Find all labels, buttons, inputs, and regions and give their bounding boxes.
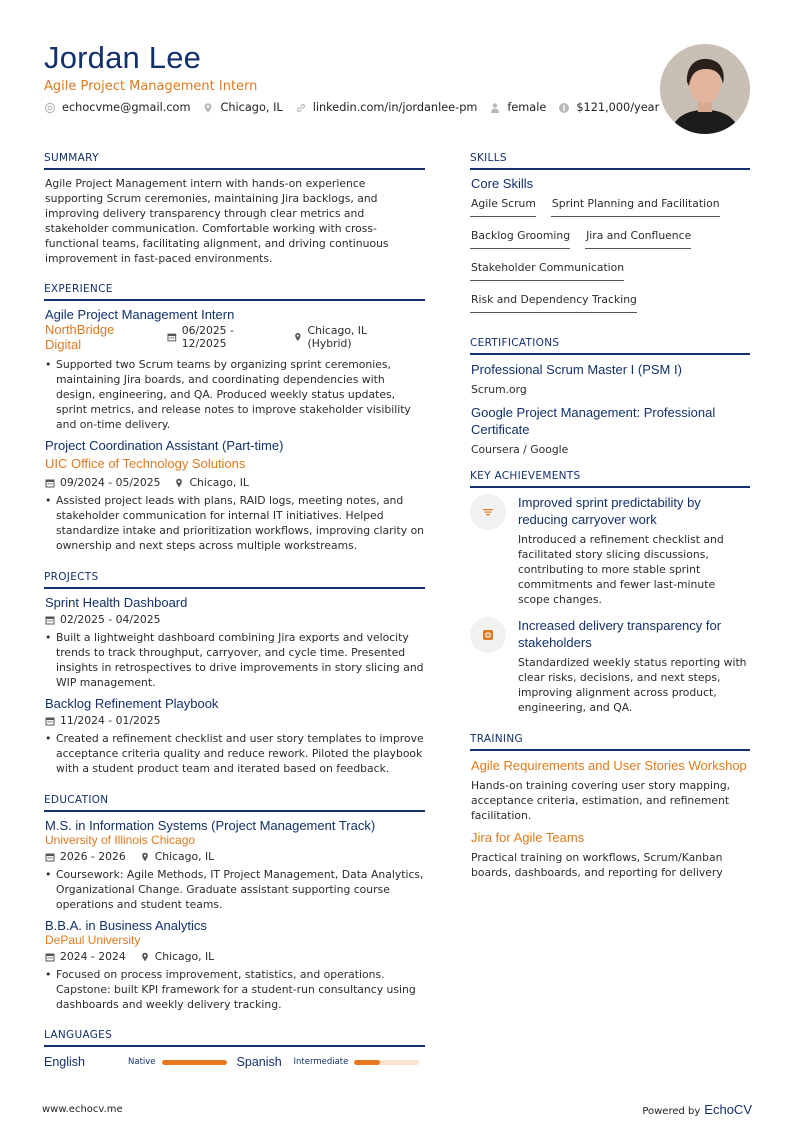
project-bullets bbox=[44, 630, 425, 690]
calendar-icon bbox=[45, 615, 55, 625]
training-section bbox=[470, 733, 750, 880]
certification-issuer: Scrum.org bbox=[471, 383, 527, 396]
certification-title: Professional Scrum Master I (PSM I) bbox=[471, 362, 682, 377]
calendar-icon bbox=[45, 952, 55, 962]
experience-dates-text: 09/2024 - 05/2025 bbox=[60, 476, 161, 489]
languages-list bbox=[44, 1055, 425, 1069]
footer-website[interactable]: www.echocv.me bbox=[42, 1104, 123, 1115]
training-heading: TRAINING bbox=[470, 733, 750, 751]
experience-dates bbox=[45, 476, 160, 489]
language-item bbox=[44, 1055, 227, 1069]
skills-list bbox=[470, 195, 750, 323]
project-meta bbox=[45, 613, 425, 626]
skills-section bbox=[470, 152, 750, 323]
achievement-body bbox=[518, 617, 750, 715]
experience-meta bbox=[167, 324, 425, 350]
education-bullets bbox=[44, 967, 425, 1012]
project-meta bbox=[45, 714, 425, 727]
footer-brand[interactable]: EchoCV bbox=[704, 1102, 752, 1117]
experience-item bbox=[44, 438, 425, 553]
education-item bbox=[44, 918, 425, 1012]
experience-role: Agile Project Management Intern bbox=[45, 307, 235, 322]
profile-photo-portrait bbox=[660, 44, 750, 134]
location-pin-icon bbox=[174, 478, 184, 488]
training-title: Agile Requirements and User Stories Workshop bbox=[471, 758, 747, 773]
summary-section bbox=[44, 152, 425, 266]
experience-heading: EXPERIENCE bbox=[44, 283, 425, 301]
project-bullets bbox=[44, 731, 425, 776]
achievement-icon-wrap bbox=[470, 494, 506, 530]
education-dates-text: 2024 - 2024 bbox=[60, 950, 126, 963]
contact-email-text: echocvme@gmail.com bbox=[62, 101, 191, 114]
right-column bbox=[470, 152, 750, 886]
experience-location bbox=[293, 324, 411, 350]
location-pin-icon bbox=[293, 332, 303, 342]
language-bar-fill bbox=[354, 1060, 380, 1065]
skill-chip: Stakeholder Communication bbox=[470, 259, 624, 281]
certifications-heading: CERTIFICATIONS bbox=[470, 337, 750, 355]
experience-item bbox=[44, 307, 425, 432]
contact-salary bbox=[558, 101, 659, 114]
education-bullets bbox=[44, 867, 425, 912]
skills-subheading: Core Skills bbox=[471, 176, 534, 191]
summary-heading: SUMMARY bbox=[44, 152, 425, 170]
footer-powered-text: Powered by bbox=[642, 1106, 701, 1117]
skill-chip: Backlog Grooming bbox=[470, 227, 570, 249]
project-dates bbox=[45, 714, 160, 727]
language-level: Intermediate bbox=[293, 1057, 349, 1067]
contact-linkedin[interactable] bbox=[295, 101, 478, 114]
money-icon bbox=[558, 102, 570, 114]
education-dates bbox=[45, 850, 126, 863]
education-location-text: Chicago, IL bbox=[154, 950, 215, 963]
experience-bullets bbox=[44, 493, 425, 553]
project-dates-text: 11/2024 - 01/2025 bbox=[60, 714, 161, 727]
education-section bbox=[44, 794, 425, 1012]
at-icon bbox=[44, 102, 56, 114]
education-location bbox=[140, 950, 214, 963]
footer-powered bbox=[642, 1102, 752, 1117]
achievement-desc: Introduced a refinement checklist and facilitated story slicing discussions, contributing to more stable sprint commitments and fewer last-minute scope changes. bbox=[518, 533, 724, 606]
education-degree: B.B.A. in Business Analytics bbox=[45, 918, 207, 933]
experience-bullet: • Supported two Scrum teams by organizing sprint ceremonies, maintaining Jira boards, and coordinating dependencies with design, engineering, and QA. Produced weekly status updates, sprint metrics, and release notes to improve stakeholder visibility and on-time delivery. bbox=[56, 357, 425, 432]
location-pin-icon bbox=[140, 952, 150, 962]
language-level: Native bbox=[128, 1057, 156, 1067]
education-location bbox=[140, 850, 214, 863]
achievements-section bbox=[470, 470, 750, 715]
project-name: Sprint Health Dashboard bbox=[45, 595, 188, 610]
achievement-title: Improved sprint predictability by reducing carryover work bbox=[518, 495, 701, 527]
contact-location-text: Chicago, IL bbox=[220, 101, 283, 114]
project-name: Backlog Refinement Playbook bbox=[45, 696, 219, 711]
candidate-name: Jordan Lee bbox=[44, 40, 202, 75]
projects-heading: PROJECTS bbox=[44, 571, 425, 589]
person-icon bbox=[489, 102, 501, 114]
calendar-icon bbox=[167, 332, 177, 342]
contact-email[interactable] bbox=[44, 101, 190, 114]
experience-role: Project Coordination Assistant (Part-time) bbox=[45, 438, 284, 453]
left-column bbox=[44, 152, 425, 1069]
languages-section bbox=[44, 1029, 425, 1069]
project-dates-text: 02/2025 - 04/2025 bbox=[60, 613, 161, 626]
experience-meta bbox=[45, 476, 425, 489]
experience-location-text: Chicago, IL (Hybrid) bbox=[307, 324, 368, 350]
education-dates-text: 2026 - 2026 bbox=[60, 850, 126, 863]
education-heading: EDUCATION bbox=[44, 794, 425, 812]
list-icon bbox=[481, 505, 495, 519]
experience-bullets bbox=[44, 357, 425, 432]
skill-chip: Agile Scrum bbox=[470, 195, 536, 217]
education-meta bbox=[45, 950, 425, 963]
achievement-title: Increased delivery transparency for stakeholders bbox=[518, 618, 722, 650]
education-meta bbox=[45, 850, 425, 863]
summary-text: Agile Project Management intern with hands-on experience supporting Scrum ceremonies, maintaining Jira backlogs, and improving delivery transparency through clear metrics and stakeholder communication. Comfortable working with cross-functional teams, facilitating alignment, and driving continuous improvement in fast-paced environments. bbox=[45, 177, 389, 265]
achievement-icon-wrap bbox=[470, 617, 506, 653]
language-name: Spanish bbox=[236, 1055, 282, 1069]
education-bullet: • Focused on process improvement, statistics, and operations. Capstone: built KPI framework for a student-run consultancy using dashboards and weekly delivery tracking. bbox=[56, 967, 425, 1012]
project-dates bbox=[45, 613, 160, 626]
projects-section bbox=[44, 571, 425, 776]
contact-location bbox=[202, 101, 282, 114]
education-dates bbox=[45, 950, 126, 963]
contact-linkedin-text: linkedin.com/in/jordanlee-pm bbox=[312, 101, 478, 114]
experience-org-line bbox=[44, 322, 425, 352]
project-bullet: • Created a refinement checklist and user story templates to improve acceptance criteria quality and reduce rework. Piloted the playbook with a student product team and iterated based on feedback. bbox=[56, 731, 425, 776]
experience-org: UIC Office of Technology Solutions bbox=[45, 456, 246, 471]
link-icon bbox=[295, 102, 307, 114]
language-bar-fill bbox=[162, 1060, 227, 1065]
achievement-body bbox=[518, 494, 750, 607]
education-school: DePaul University bbox=[45, 933, 141, 947]
calendar-icon bbox=[45, 852, 55, 862]
achievements-heading: KEY ACHIEVEMENTS bbox=[470, 470, 750, 488]
contact-salary-text: $121,000/year bbox=[576, 101, 660, 114]
achievement-item bbox=[470, 494, 750, 607]
language-item bbox=[237, 1055, 420, 1069]
language-bar bbox=[354, 1060, 419, 1065]
skill-chip: Risk and Dependency Tracking bbox=[470, 291, 637, 313]
certification-issuer: Coursera / Google bbox=[471, 443, 569, 456]
education-degree: M.S. in Information Systems (Project Management Track) bbox=[45, 818, 376, 833]
education-bullet: • Coursework: Agile Methods, IT Project Management, Data Analytics, Organizational Change. Graduate assistant supporting course operations and student teams. bbox=[56, 867, 425, 912]
education-school: University of Illinois Chicago bbox=[45, 833, 196, 847]
experience-location-text: Chicago, IL bbox=[189, 476, 249, 489]
candidate-title: Agile Project Management Intern bbox=[44, 79, 258, 94]
training-title: Jira for Agile Teams bbox=[471, 830, 585, 845]
certifications-section bbox=[470, 337, 750, 456]
project-bullet: • Built a lightweight dashboard combining Jira exports and velocity trends to track throughput, carryover, and cycle time. Presented insights in retrospectives to drive improvements in story slicing and WIP management. bbox=[56, 630, 425, 690]
language-name: English bbox=[44, 1055, 85, 1069]
experience-dates bbox=[167, 324, 279, 350]
calendar-icon bbox=[45, 716, 55, 726]
education-item bbox=[44, 818, 425, 912]
skills-heading: SKILLS bbox=[470, 152, 750, 170]
training-desc: Hands-on training covering user story mapping, acceptance criteria, estimation, and refinement facilitation. bbox=[471, 779, 731, 822]
education-location-text: Chicago, IL bbox=[154, 850, 215, 863]
experience-org: NorthBridge Digital bbox=[45, 322, 115, 352]
skill-chip: Jira and Confluence bbox=[585, 227, 691, 249]
experience-section bbox=[44, 283, 425, 553]
profile-photo bbox=[660, 44, 750, 134]
contact-bar bbox=[44, 101, 671, 114]
language-bar bbox=[162, 1060, 227, 1065]
experience-dates-text: 06/2025 - 12/2025 bbox=[181, 324, 234, 350]
training-desc: Practical training on workflows, Scrum/Kanban boards, dashboards, and reporting for delivery bbox=[471, 851, 723, 879]
location-pin-icon bbox=[202, 102, 214, 114]
languages-heading: LANGUAGES bbox=[44, 1029, 425, 1047]
experience-bullet: • Assisted project leads with plans, RAID logs, meeting notes, and stakeholder communication for internal IT initiatives. Helped standardize intake and prioritization workflows, improving clarity on ownership and next steps across multiple workstreams. bbox=[56, 493, 425, 553]
chip-icon bbox=[481, 628, 495, 642]
contact-gender bbox=[489, 101, 546, 114]
location-pin-icon bbox=[140, 852, 150, 862]
calendar-icon bbox=[45, 478, 55, 488]
contact-gender-text: female bbox=[507, 101, 547, 114]
project-item bbox=[44, 595, 425, 690]
certification-title: Google Project Management: Professional Certificate bbox=[471, 405, 716, 437]
experience-location bbox=[174, 476, 248, 489]
achievement-desc: Standardized weekly status reporting with clear risks, decisions, and next steps, improving alignment across product, engineering, and QA. bbox=[518, 656, 747, 714]
skill-chip: Sprint Planning and Facilitation bbox=[551, 195, 720, 217]
achievement-item bbox=[470, 617, 750, 715]
project-item bbox=[44, 696, 425, 776]
